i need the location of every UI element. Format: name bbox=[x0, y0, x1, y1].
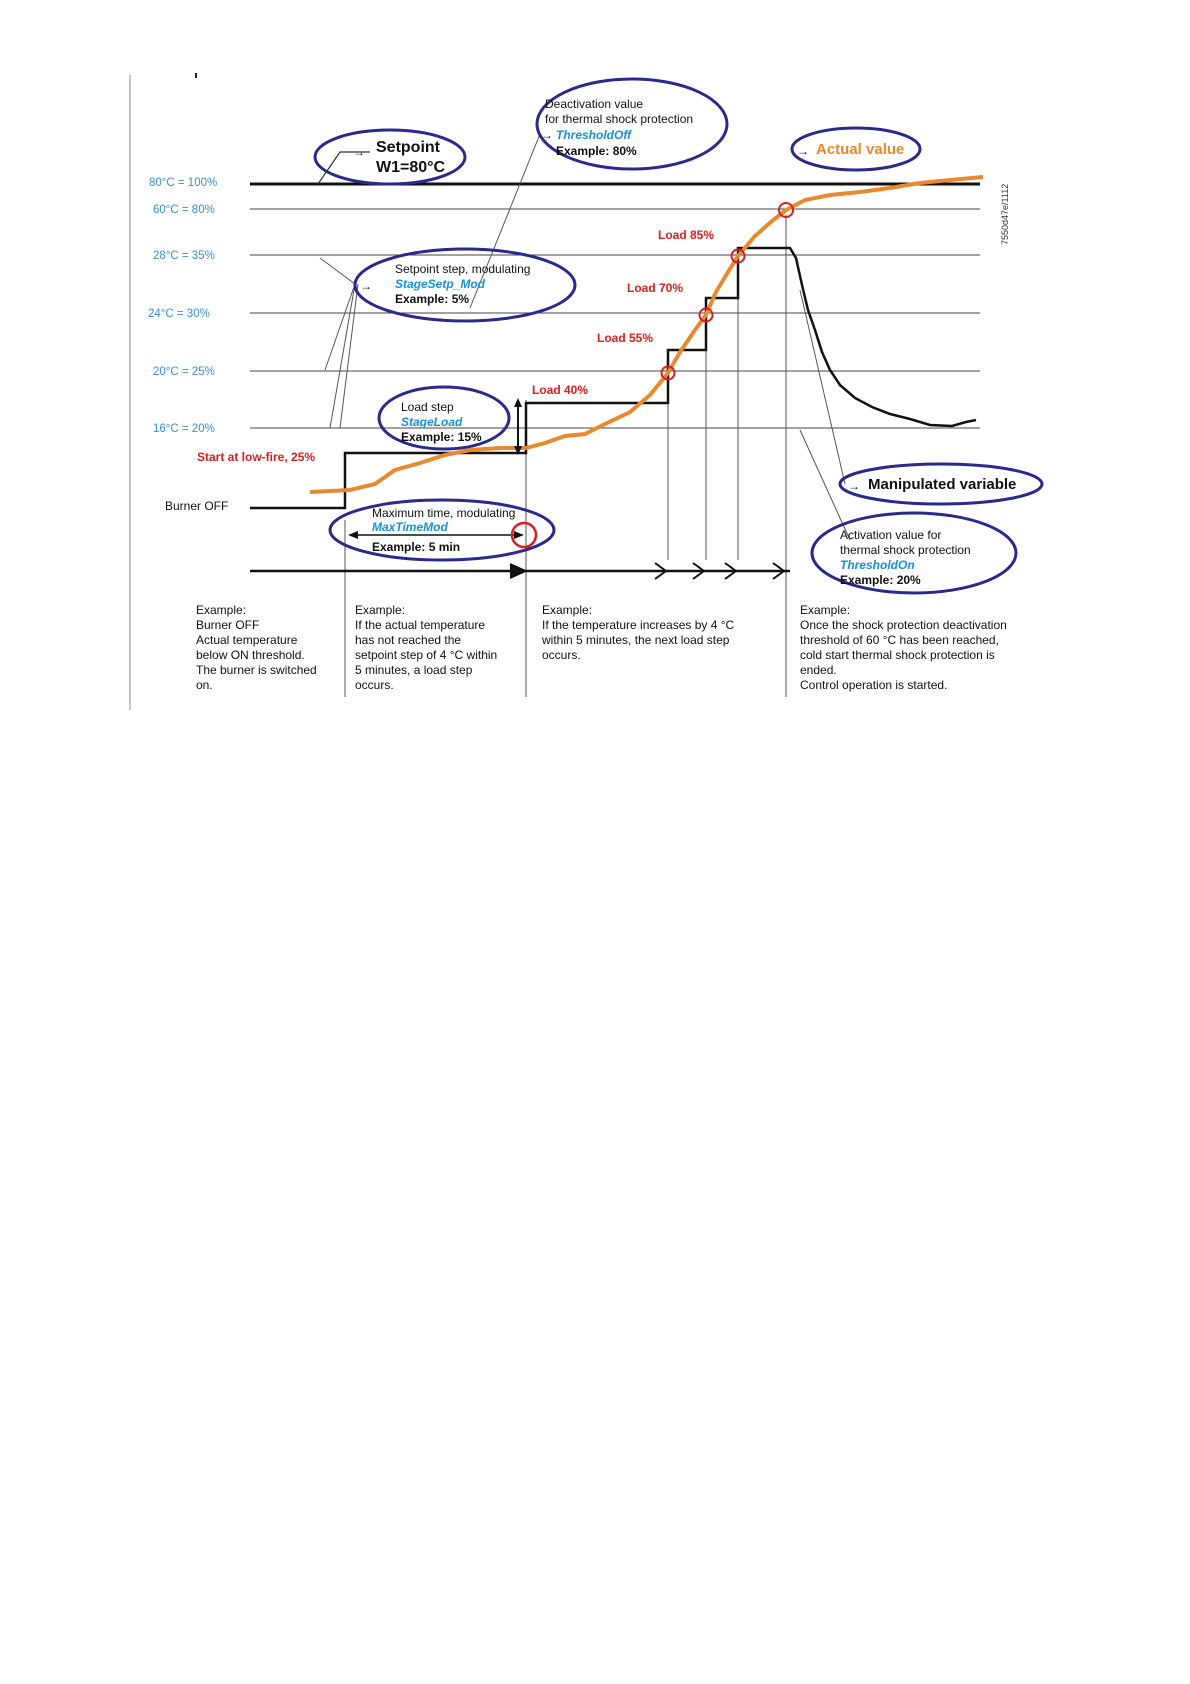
load-step-arrow-head-up bbox=[514, 398, 522, 407]
load-85-label: Load 85% bbox=[658, 228, 715, 242]
load-55-label: Load 55% bbox=[597, 331, 654, 345]
svg-text:Once the shock protection deac: Once the shock protection deactivation bbox=[800, 618, 1007, 632]
svg-text:occurs.: occurs. bbox=[542, 648, 581, 662]
svg-text:Example:: Example: bbox=[542, 603, 593, 617]
deactivation-param: ThresholdOff bbox=[556, 128, 632, 142]
figure-id: 7550d47e/1112 bbox=[1000, 183, 1010, 245]
manipulated-arrow-icon: → bbox=[848, 479, 860, 493]
leader-setpoint-step-3 bbox=[320, 258, 355, 284]
load-step-example: Example: 15% bbox=[401, 430, 482, 444]
example-note-3 bbox=[541, 603, 735, 662]
max-time-arrow-right-head bbox=[514, 531, 524, 539]
example-note-4 bbox=[800, 603, 1007, 692]
max-time-arrow-left-head bbox=[348, 531, 358, 539]
svg-text:Control operation is started.: Control operation is started. bbox=[800, 678, 948, 692]
svg-text:setpoint step of 4 °C within: setpoint step of 4 °C within bbox=[355, 648, 498, 662]
time-axis-arrowhead bbox=[510, 563, 528, 579]
y-label-100: 80°C = 100% bbox=[149, 177, 218, 189]
example-note-1 bbox=[196, 603, 317, 692]
activation-line2: thermal shock protection bbox=[840, 543, 971, 557]
y-label-80: 60°C = 80% bbox=[153, 204, 215, 216]
leader-setpoint-step-1 bbox=[325, 284, 355, 370]
actual-value-label: Actual value bbox=[816, 141, 905, 158]
svg-text:threshold of 60 °C has been re: threshold of 60 °C has been reached, bbox=[800, 633, 999, 647]
svg-text:ended.: ended. bbox=[800, 663, 837, 677]
y-label-25: 20°C = 25% bbox=[153, 366, 215, 378]
svg-text:Actual temperature: Actual temperature bbox=[196, 633, 298, 647]
load-step-line1: Load step bbox=[401, 400, 454, 414]
setpoint-arrow-icon: → bbox=[353, 145, 365, 159]
svg-text:5 minutes, a load step: 5 minutes, a load step bbox=[355, 663, 473, 677]
deactivation-line1: Deactivation value bbox=[545, 97, 644, 111]
svg-text:below ON threshold.: below ON threshold. bbox=[196, 648, 305, 662]
svg-text:Example:: Example: bbox=[355, 603, 406, 617]
svg-text:If the actual temperature: If the actual temperature bbox=[355, 618, 486, 632]
max-time-example: Example: 5 min bbox=[372, 540, 461, 554]
max-time-param: MaxTimeMod bbox=[372, 520, 448, 534]
svg-text:cold start thermal shock prote: cold start thermal shock protection is bbox=[800, 648, 995, 662]
svg-text:within 5 minutes, the next loa: within 5 minutes, the next load step bbox=[542, 633, 730, 647]
max-time-line1: Maximum time, modulating bbox=[372, 506, 516, 520]
load-40-label: Load 40% bbox=[532, 383, 589, 397]
svg-text:occurs.: occurs. bbox=[355, 678, 394, 692]
setpoint-step-line1: Setpoint step, modulating bbox=[395, 262, 531, 276]
setpoint-value: W1=80°C bbox=[376, 159, 446, 176]
load-step-param: StageLoad bbox=[401, 415, 463, 429]
svg-text:The burner is switched: The burner is switched bbox=[196, 663, 317, 677]
activation-example: Example: 20% bbox=[840, 573, 921, 587]
setpoint-step-param: StageSetp_Mod bbox=[395, 277, 486, 291]
example-note-2 bbox=[355, 603, 497, 692]
svg-text:Example:: Example: bbox=[800, 603, 851, 617]
start-low-fire-label: Start at low-fire, 25% bbox=[197, 450, 316, 464]
load-70-label: Load 70% bbox=[627, 281, 684, 295]
leader-manipulated bbox=[800, 290, 845, 484]
activation-param: ThresholdOn bbox=[840, 558, 915, 572]
y-label-30: 24°C = 30% bbox=[148, 308, 210, 320]
setpoint-title: Setpoint bbox=[376, 139, 440, 156]
y-label-20: 16°C = 20% bbox=[153, 423, 215, 435]
svg-text:If the temperature increases b: If the temperature increases by 4 °C bbox=[542, 618, 735, 632]
burner-off-label: Burner OFF bbox=[165, 499, 229, 513]
manipulated-label: Manipulated variable bbox=[868, 476, 1017, 493]
deactivation-example: Example: 80% bbox=[556, 144, 637, 158]
svg-text:Example:: Example: bbox=[196, 603, 247, 617]
setpoint-step-example: Example: 5% bbox=[395, 292, 470, 306]
corner-mark bbox=[195, 73, 197, 78]
y-label-35: 28°C = 35% bbox=[153, 250, 215, 262]
actual-value-arrow-icon: → bbox=[797, 144, 809, 158]
activation-line1: Activation value for bbox=[840, 528, 942, 542]
svg-text:on.: on. bbox=[196, 678, 213, 692]
svg-text:Burner OFF: Burner OFF bbox=[196, 618, 260, 632]
setpoint-step-arrow-icon: → bbox=[360, 279, 372, 293]
svg-text:has not reached the: has not reached the bbox=[355, 633, 462, 647]
deactivation-line2: for thermal shock protection bbox=[545, 112, 694, 126]
deactivation-arrow-icon: → bbox=[541, 128, 553, 142]
